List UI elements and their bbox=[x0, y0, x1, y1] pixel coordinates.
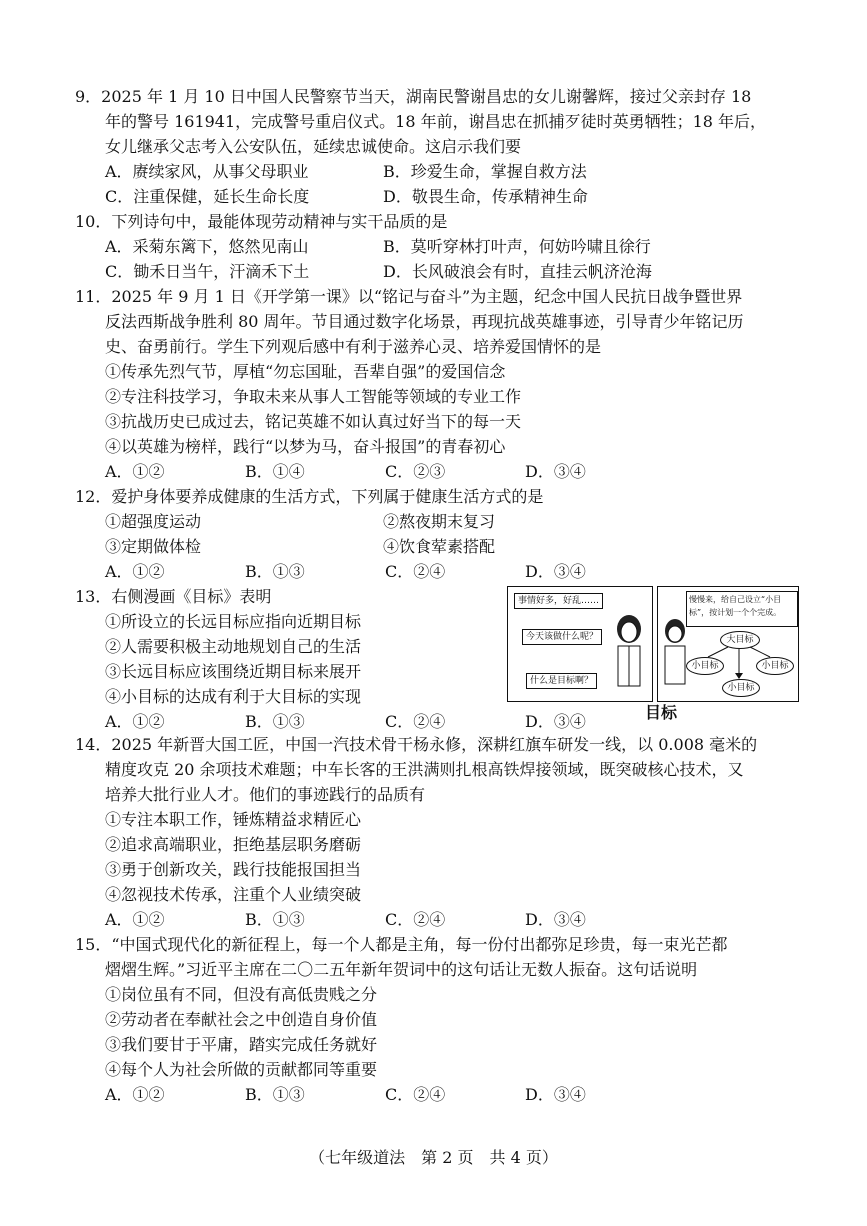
option-d: D．敬畏生命，传承精神生命 bbox=[383, 187, 588, 206]
statement-item: ②人需要积极主动地规划自己的生活 bbox=[105, 637, 362, 656]
statement-item: ①专注本职工作，锤炼精益求精匠心 bbox=[105, 810, 362, 829]
question-14 bbox=[75, 732, 805, 932]
page-footer: （七年级道法 第 2 页 共 4 页） bbox=[309, 1148, 558, 1167]
statement-item: ②追求高端职业，拒绝基层职务磨砺 bbox=[105, 835, 362, 854]
option-b: B．①③ bbox=[245, 1085, 305, 1104]
comic-panel-left bbox=[507, 586, 653, 702]
option-a: A．赓续家风，从事父母职业 bbox=[105, 162, 309, 181]
question-stem-line: 9．2025 年 1 月 10 日中国人民警察节当天，湖南民警谢昌忠的女儿谢馨辉，接过父亲封存 18 bbox=[75, 87, 752, 106]
statement-row bbox=[75, 534, 805, 559]
question-stem-line: 15．“中国式现代化的新征程上，每一个人都是主角，每一份付出都弥足珍贵，每一束光芒都 bbox=[75, 935, 728, 954]
question-9 bbox=[75, 84, 805, 209]
statement-item: ③长远目标应该围绕近期目标来展开 bbox=[105, 662, 362, 681]
speech-bubble: 今天该做什么呢？ bbox=[522, 629, 602, 645]
speech-bubble: 事情好多，好乱…… bbox=[514, 593, 603, 609]
goal-comic bbox=[507, 586, 800, 703]
option-c: C．②④ bbox=[385, 910, 446, 929]
question-stem-line: 11．2025 年 9 月 1 日《开学第一课》以“铭记与奋斗”为主题，纪念中国人民抗日战争暨世界 bbox=[75, 287, 743, 306]
question-11 bbox=[75, 284, 805, 484]
statement-item: ④饮食荤素搭配 bbox=[383, 537, 496, 556]
question-stem-line: 精度攻克 20 余项技术难题；中车长客的王洪满则扎根高铁焊接领域，既突破核心技术，又 bbox=[105, 760, 744, 779]
answer-options bbox=[75, 559, 805, 584]
question-10 bbox=[75, 209, 805, 284]
statement-item: ③抗战历史已成过去，铭记英雄不如认真过好当下的每一天 bbox=[105, 412, 522, 431]
speech-bubble bbox=[686, 591, 798, 627]
statement-item: ④每个人为社会所做的贡献都同等重要 bbox=[105, 1060, 378, 1079]
statement-item: ②劳动者在奉献社会之中创造自身价值 bbox=[105, 1010, 378, 1029]
small-goal-node: 小目标 bbox=[722, 679, 760, 697]
small-goal-node: 小目标 bbox=[686, 657, 724, 675]
option-c: C．注重保健，延长生命长度 bbox=[105, 187, 310, 206]
statement-item: ③定期做体检 bbox=[105, 537, 202, 556]
answer-options bbox=[75, 159, 805, 184]
option-a: A．①② bbox=[105, 462, 165, 481]
option-b: B．莫听穿林打叶声，何妨吟啸且徐行 bbox=[383, 237, 651, 256]
statement-item: ④小目标的达成有利于大目标的实现 bbox=[105, 687, 362, 706]
option-a: A．①② bbox=[105, 562, 165, 581]
option-c: C．②④ bbox=[385, 562, 446, 581]
speech-text: 慢慢来，给自己设立“小目 bbox=[689, 595, 782, 604]
big-goal-node: 大目标 bbox=[720, 631, 760, 649]
option-a: A．①② bbox=[105, 712, 165, 731]
question-12 bbox=[75, 484, 805, 584]
option-a: A．①② bbox=[105, 910, 165, 929]
answer-options bbox=[75, 234, 805, 259]
question-stem-line: 12．爱护身体要养成健康的生活方式，下列属于健康生活方式的是 bbox=[75, 487, 544, 506]
option-c: C．②③ bbox=[385, 462, 446, 481]
option-c: C．锄禾日当午，汗滴禾下土 bbox=[105, 262, 310, 281]
option-c: C．②④ bbox=[385, 1085, 446, 1104]
option-d: D．长风破浪会有时，直挂云帆济沧海 bbox=[383, 262, 652, 281]
statement-item: ①所设立的长远目标应指向近期目标 bbox=[105, 612, 362, 631]
statement-item: ②专注科技学习，争取未来从事人工智能等领域的专业工作 bbox=[105, 387, 522, 406]
question-stem-line: 培养大批行业人才。他们的事迹践行的品质有 bbox=[105, 785, 426, 804]
question-stem-line: 反法西斯战争胜利 80 周年。节目通过数字化场景，再现抗战英雄事迹，引导青少年铭记历 bbox=[105, 312, 744, 331]
question-stem-line: 女儿继承父志考入公安队伍，延续忠诚使命。这启示我们要 bbox=[105, 137, 522, 156]
question-stem-line: 年的警号 161941，完成警号重启仪式。18 年前，谢昌忠在抓捕歹徒时英勇牺牲；18 年后， bbox=[105, 112, 767, 131]
answer-options bbox=[75, 184, 805, 209]
small-goal-node: 小目标 bbox=[756, 657, 794, 675]
teacher-icon bbox=[660, 617, 690, 689]
statement-item: ③我们要甘于平庸，踏实完成任务就好 bbox=[105, 1035, 378, 1054]
option-c: C．②④ bbox=[385, 712, 446, 731]
answer-options bbox=[75, 709, 805, 734]
question-stem-line: 史、奋勇前行。学生下列观后感中有利于滋养心灵、培养爱国情怀的是 bbox=[105, 337, 602, 356]
question-stem-line: 熠熠生辉。”习近平主席在二〇二五年新年贺词中的这句话让无数人振奋。这句话说明 bbox=[105, 960, 698, 979]
option-b: B．①③ bbox=[245, 910, 305, 929]
statement-item: ①岗位虽有不同，但没有高低贵贱之分 bbox=[105, 985, 378, 1004]
speech-text: 标”，按计划一个个完成。 bbox=[689, 608, 782, 617]
option-b: B．①④ bbox=[245, 462, 305, 481]
comic-caption: 目标 bbox=[645, 703, 678, 722]
option-b: B．①③ bbox=[245, 562, 305, 581]
statement-item: ①超强度运动 bbox=[105, 512, 202, 531]
option-a: A．①② bbox=[105, 1085, 165, 1104]
option-d: D．③④ bbox=[525, 462, 586, 481]
statement-item: ④以英雄为榜样，践行“以梦为马，奋斗报国”的青春初心 bbox=[105, 437, 506, 456]
statement-item: ③勇于创新攻关，践行技能报国担当 bbox=[105, 860, 362, 879]
answer-options bbox=[75, 259, 805, 284]
goal-arrows bbox=[698, 645, 788, 681]
answer-options bbox=[75, 1082, 805, 1107]
option-d: D．③④ bbox=[525, 910, 586, 929]
statement-item: ④忽视技术传承，注重个人业绩突破 bbox=[105, 885, 362, 904]
option-b: B．珍爱生命，掌握自救方法 bbox=[383, 162, 587, 181]
question-stem-line: 10．下列诗句中，最能体现劳动精神与实干品质的是 bbox=[75, 212, 448, 231]
option-d: D．③④ bbox=[525, 1085, 586, 1104]
speech-bubble: 什么是目标啊？ bbox=[526, 673, 597, 689]
option-b: B．①③ bbox=[245, 712, 305, 731]
question-stem-line: 13．右侧漫画《目标》表明 bbox=[75, 587, 272, 606]
question-stem-line: 14．2025 年新晋大国工匠，中国一汽技术骨干杨永修，深耕红旗车研发一线，以 0.008 毫米的 bbox=[75, 735, 758, 754]
statement-item: ①传承先烈气节，厚植“勿忘国耻，吾辈自强”的爱国信念 bbox=[105, 362, 506, 381]
question-15 bbox=[75, 932, 805, 1107]
option-d: D．③④ bbox=[525, 712, 586, 731]
answer-options bbox=[75, 459, 805, 484]
statement-item: ②熬夜期末复习 bbox=[383, 512, 496, 531]
comic-panel-right bbox=[657, 586, 799, 702]
girl-thinking-icon bbox=[610, 613, 648, 693]
answer-options bbox=[75, 907, 805, 932]
option-d: D．③④ bbox=[525, 562, 586, 581]
statement-row bbox=[75, 509, 805, 534]
option-a: A．采菊东篱下，悠然见南山 bbox=[105, 237, 309, 256]
